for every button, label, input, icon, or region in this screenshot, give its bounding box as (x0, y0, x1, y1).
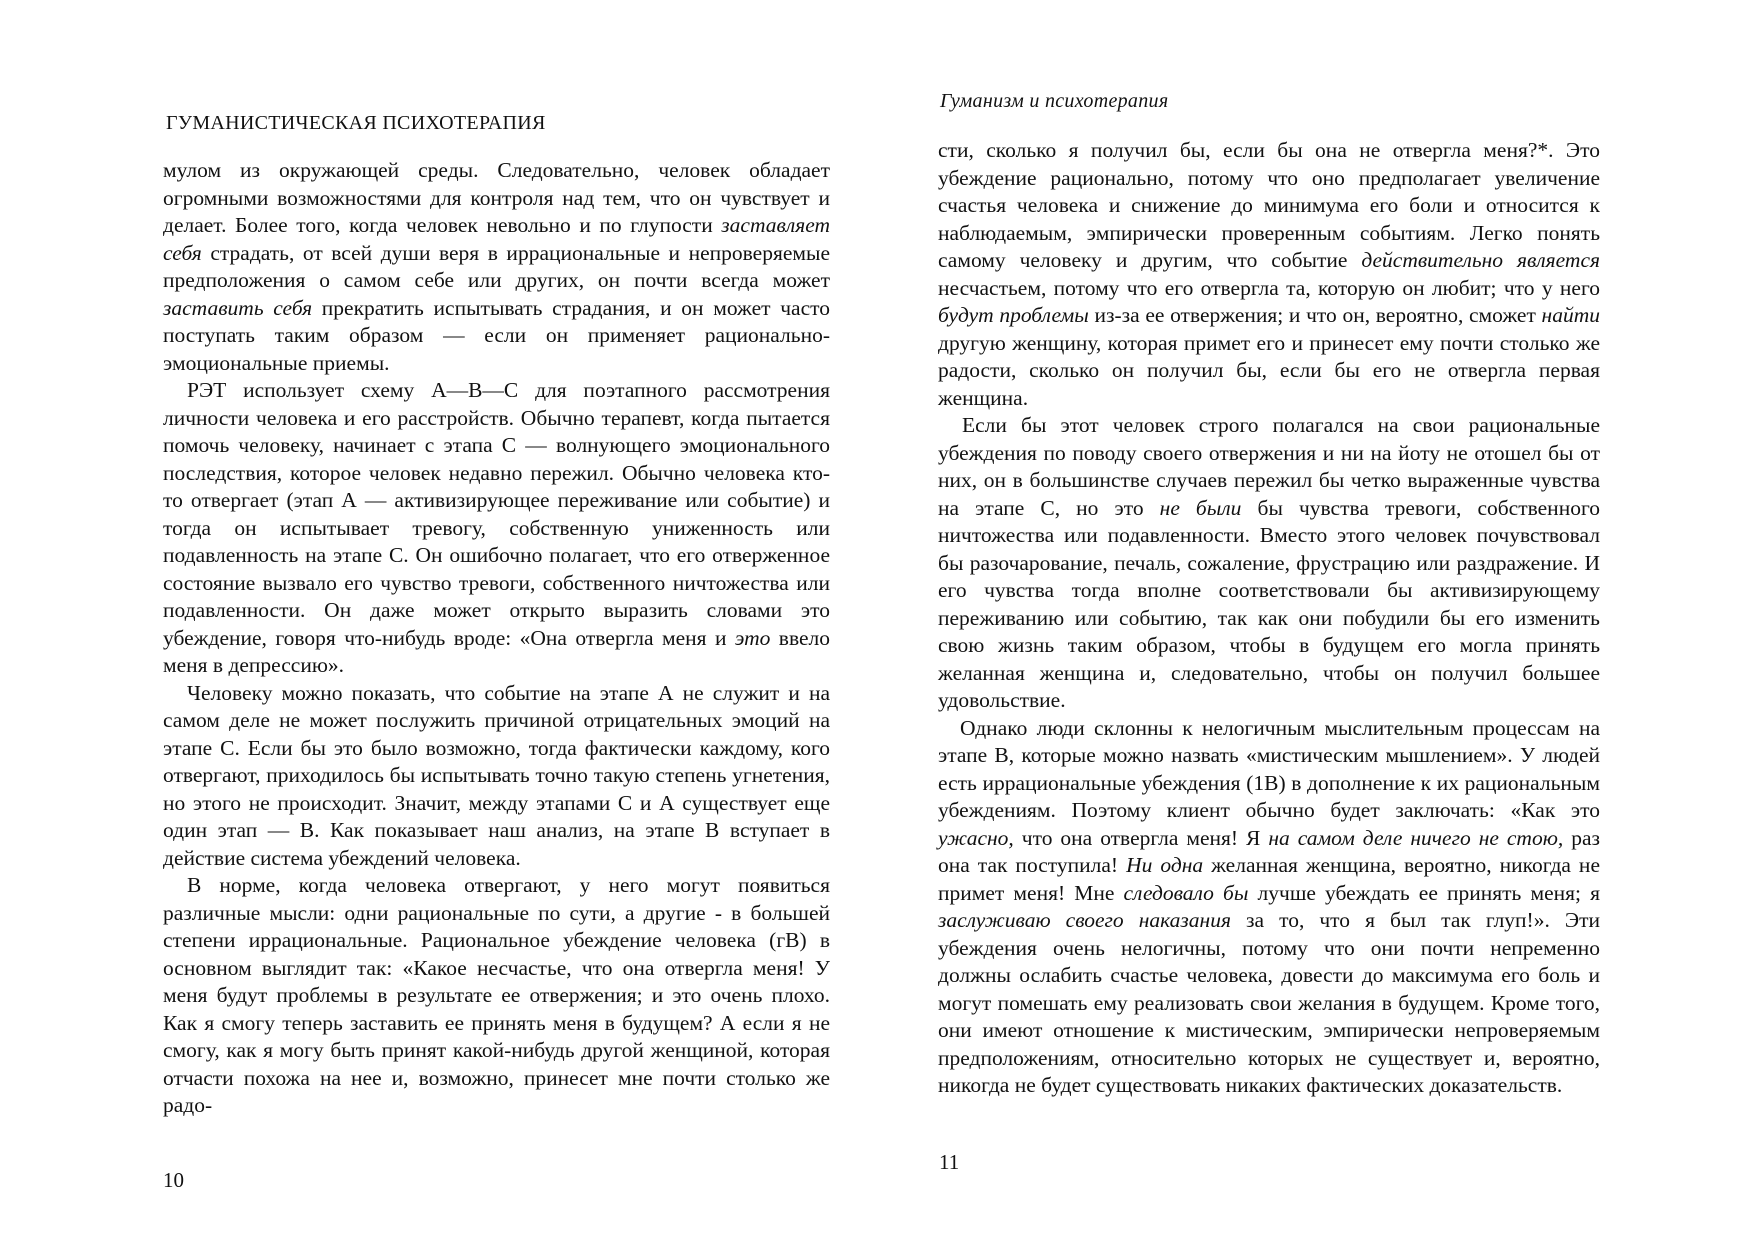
right-paragraph-1: сти, сколько я получил бы, если бы она не отвергла меня?*. Это убеждение рационально, потому что оно предполагает увеличение счастья человека и снижение до минимума его боли и относится к наблюдаемым, эмпирически проверенным событиям. Легко понять самому человеку и другим, что событие действительно является несчастьем, потому что его отвергла та, которую он любит; что у него будут проблемы из-за ее отвержения; и что он, вероятно, сможет найти другую женщину, которая примет его и принесет ему почти столько же радости, сколько он получил бы, если бы его не отвергла первая женщина. (938, 138, 1600, 410)
right-page-body (938, 137, 1600, 1100)
right-page-number: 11 (939, 1150, 960, 1174)
left-paragraph-3: Человеку можно показать, что событие на этапе А не служит и на самом деле не может послужить причиной отрицательных эмоций на этапе С. Если бы это было возможно, тогда фактически каждому, кого отвергают, приходилось бы испытывать точно такую степень угнетения, но этого не происходит. Значит, между этапами С и А существует еще один этап — В. Как показывает наш анализ, на этапе В вступает в действие система убеждений человека. (163, 680, 830, 870)
left-running-head: ГУМАНИСТИЧЕСКАЯ ПСИХОТЕРАПИЯ (166, 112, 546, 134)
right-page (877, 0, 1754, 1240)
left-paragraph-4: В норме, когда человека отвергают, у него могут появиться различные мысли: одни рациональные по сути, а другие - в большей степени иррациональные. Рациональное убеждение человека (гВ) в основном выглядит так: «Какое несчастье, что она отвергла меня! У меня будут проблемы в результате ее отвержения; и это очень плохо. Как я смогу теперь заставить ее принять меня в будущем? А если я не смогу, как я могу быть принят какой-нибудь другой женщиной, которая отчасти похожа на нее и, возможно, принесет мне почти столько же радо- (163, 873, 830, 1117)
left-paragraph-1: мулом из окружающей среды. Следовательно, человек обладает огромными возможностями для контроля над тем, что он чувствует и делает. Более того, когда человек невольно и по глупости заставляет себя страдать, от всей души веря в иррациональные и непроверяемые предположения о самом себе или других, он почти всегда может заставить себя прекратить испытывать страдания, и он может часто поступать таким образом — если он применяет рационально-эмоциональные приемы. (163, 158, 830, 375)
right-running-head: Гуманизм и психотерапия (940, 90, 1169, 112)
left-page-body (163, 157, 830, 1120)
right-paragraph-2: Если бы этот человек строго полагался на свои рациональные убеждения по поводу своего отвержения и ни на йоту не отошел бы от них, он в большинстве случаев пережил бы четко выраженные чувства на этапе С, но это не были бы чувства тревоги, собственного ничтожества или подавленности. Вместо этого человек почувствовал бы разочарование, печаль, сожаление, фрустрацию или раздражение. И его чувства тогда вполне соответствовали бы активизирующему переживанию или событию, так как они побудили бы его изменить свою жизнь таким образом, чтобы в будущем его могла принять желанная женщина и, следовательно, чтобы он получил большее удовольствие. (938, 413, 1600, 712)
right-paragraph-3: Однако люди склонны к нелогичным мыслительным процессам на этапе В, которые можно назвать «мистическим мышлением». У людей есть иррациональные убеждения (1В) в дополнение к их рациональным убеждениям. Поэтому клиент обычно будет заключать: «Как это ужасно, что она отвергла меня! Я на самом деле ничего не стою, раз она так поступила! Ни одна желанная женщина, вероятно, никогда не примет меня! Мне следовало бы лучше убеждать ее принять меня; я заслуживаю своего наказания за то, что я был так глуп!». Эти убеждения очень нелогичны, потому что они почти непременно должны ослабить счастье человека, довести до максимума его боль и могут помешать ему реализовать свои желания в будущем. Кроме того, они имеют отношение к мистическим, эмпирически непроверяемым предположениям, относительно которых не существует и, вероятно, никогда не будет существовать никаких фактических доказательств. (938, 715, 1600, 1097)
left-paragraph-2: РЭТ использует схему А—В—С для поэтапного рассмотрения личности человека и его расстройств. Обычно терапевт, когда пытается помочь человеку, начинает с этапа С — волнующего эмоционального последствия, которое человек недавно пережил. Обычно человека кто-то отвергает (этап А — активизирующее переживание или событие) и тогда он испытывает тревогу, собственную униженность или подавленность на этапе С. Он ошибочно полагает, что его отверженное состояние вызвало его чувство тревоги, собственного ничтожества или подавленности. Он даже может открыто выразить словами это убеждение, говоря что-нибудь вроде: «Она отвергла меня и это ввело меня в депрессию». (163, 378, 830, 677)
left-page-number: 10 (163, 1168, 184, 1192)
